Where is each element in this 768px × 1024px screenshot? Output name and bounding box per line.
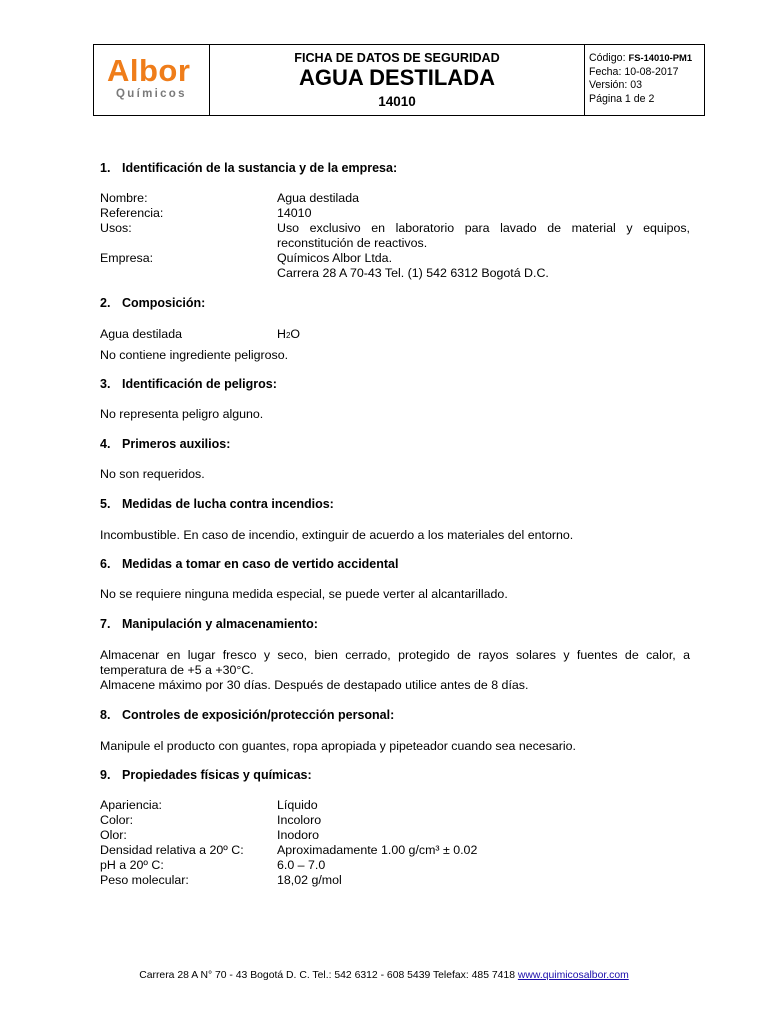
- section-heading: [100, 161, 397, 175]
- section-number: 1.: [100, 161, 111, 175]
- nombre-label: Nombre:: [100, 191, 148, 205]
- fire-text: Incombustible. En caso de incendio, extinguir de acuerdo a los materiales del entorno.: [100, 528, 574, 542]
- property-label: pH a 20º C:: [100, 858, 164, 872]
- document-version: Versión: 03: [589, 79, 643, 92]
- section-title: Identificación de la sustancia y de la empresa:: [122, 161, 398, 175]
- page-number: Página 1 de 2: [589, 92, 655, 105]
- storage-text: Almacenar en lugar fresco y seco, bien cerrado, protegido de rayos solares y fuentes de calor, a temperatura de +5 a +30°C.: [100, 648, 690, 677]
- logo-subtitle: Químicos: [116, 88, 187, 100]
- property-label: Color:: [100, 813, 134, 827]
- usos-value: Uso exclusivo en laboratorio para lavado de material y equipos, reconstitución de reactivos.: [277, 221, 690, 250]
- document-type: FICHA DE DATOS DE SEGURIDAD: [294, 51, 500, 65]
- footer-address: Carrera 28 A N° 70 - 43 Bogotá D. C. Tel.: 542 6312 - 608 5439 Telefax: 485 7418: [139, 970, 518, 981]
- section-title: Manipulación y almacenamiento:: [122, 617, 318, 631]
- code-label: Código:: [589, 52, 626, 64]
- section-number: 9.: [100, 768, 111, 782]
- page-footer: [0, 970, 768, 981]
- section-number: 8.: [100, 708, 111, 722]
- section-heading: [100, 377, 277, 391]
- spill-text: No se requiere ninguna medida especial, se puede verter al alcantarillado.: [100, 587, 508, 601]
- property-label: Densidad relativa a 20º C:: [100, 843, 244, 857]
- section-title: Controles de exposición/protección personal:: [122, 708, 395, 722]
- section-heading: [100, 557, 398, 571]
- code-value: FS-14010-PM1: [628, 52, 693, 63]
- website-link[interactable]: www.quimicosalbor.com: [517, 970, 629, 981]
- component-name: Agua destilada: [100, 327, 182, 341]
- product-name: AGUA DESTILADA: [299, 65, 495, 90]
- empresa-label: Empresa:: [100, 251, 154, 265]
- hazards-text: No representa peligro alguno.: [100, 407, 264, 421]
- document-header: [93, 44, 705, 116]
- property-value: Aproximadamente 1.00 g/cm³ ± 0.02: [277, 843, 478, 857]
- header-title-block: [210, 45, 585, 115]
- section-heading: [100, 437, 230, 451]
- chemical-formula: [277, 327, 300, 341]
- document-code: [589, 51, 704, 66]
- document-date: Fecha: 10-08-2017: [589, 65, 679, 78]
- section-heading: [100, 497, 334, 511]
- section-heading: [100, 296, 205, 310]
- formula-subscript: 2: [285, 331, 291, 340]
- logo-wordmark: Albor: [107, 53, 191, 88]
- section-number: 7.: [100, 617, 111, 631]
- referencia-label: Referencia:: [100, 206, 164, 220]
- section-heading: [100, 617, 318, 631]
- property-value: 18,02 g/mol: [277, 873, 342, 887]
- nombre-value: Agua destilada: [277, 191, 359, 205]
- section-number: 4.: [100, 437, 111, 451]
- section-title: Identificación de peligros:: [122, 377, 277, 391]
- property-value: 6.0 – 7.0: [277, 858, 326, 872]
- property-label: Apariencia:: [100, 798, 162, 812]
- property-value: Inodoro: [277, 828, 320, 842]
- section-title: Medidas a tomar en caso de vertido accidental: [122, 557, 399, 571]
- product-code: 14010: [378, 94, 416, 109]
- section-heading: [100, 768, 312, 782]
- property-label: Olor:: [100, 828, 127, 842]
- section-number: 5.: [100, 497, 111, 511]
- section-number: 3.: [100, 377, 111, 391]
- usos-label: Usos:: [100, 221, 132, 235]
- formula-h: H: [277, 327, 286, 341]
- referencia-value: 14010: [277, 206, 312, 220]
- storage-text-2: Almacene máximo por 30 días. Después de destapado utilice antes de 8 días.: [100, 678, 529, 692]
- property-value: Líquido: [277, 798, 318, 812]
- section-title: Primeros auxilios:: [122, 437, 231, 451]
- empresa-address: Carrera 28 A 70-43 Tel. (1) 542 6312 Bogotá D.C.: [277, 266, 549, 280]
- property-label: Peso molecular:: [100, 873, 189, 887]
- formula-o: O: [290, 327, 301, 341]
- header-meta: [585, 45, 704, 115]
- company-logo: [94, 45, 210, 115]
- first-aid-text: No son requeridos.: [100, 467, 205, 481]
- section-title: Propiedades físicas y químicas:: [122, 768, 312, 782]
- section-number: 2.: [100, 296, 111, 310]
- empresa-value: Químicos Albor Ltda.: [277, 251, 393, 265]
- section-number: 6.: [100, 557, 111, 571]
- section-title: Medidas de lucha contra incendios:: [122, 497, 334, 511]
- property-value: Incoloro: [277, 813, 322, 827]
- section-title: Composición:: [122, 296, 206, 310]
- composition-note: No contiene ingrediente peligroso.: [100, 348, 289, 362]
- section-heading: [100, 708, 394, 722]
- exposure-text: Manipule el producto con guantes, ropa apropiada y pipeteador cuando sea necesario.: [100, 739, 576, 753]
